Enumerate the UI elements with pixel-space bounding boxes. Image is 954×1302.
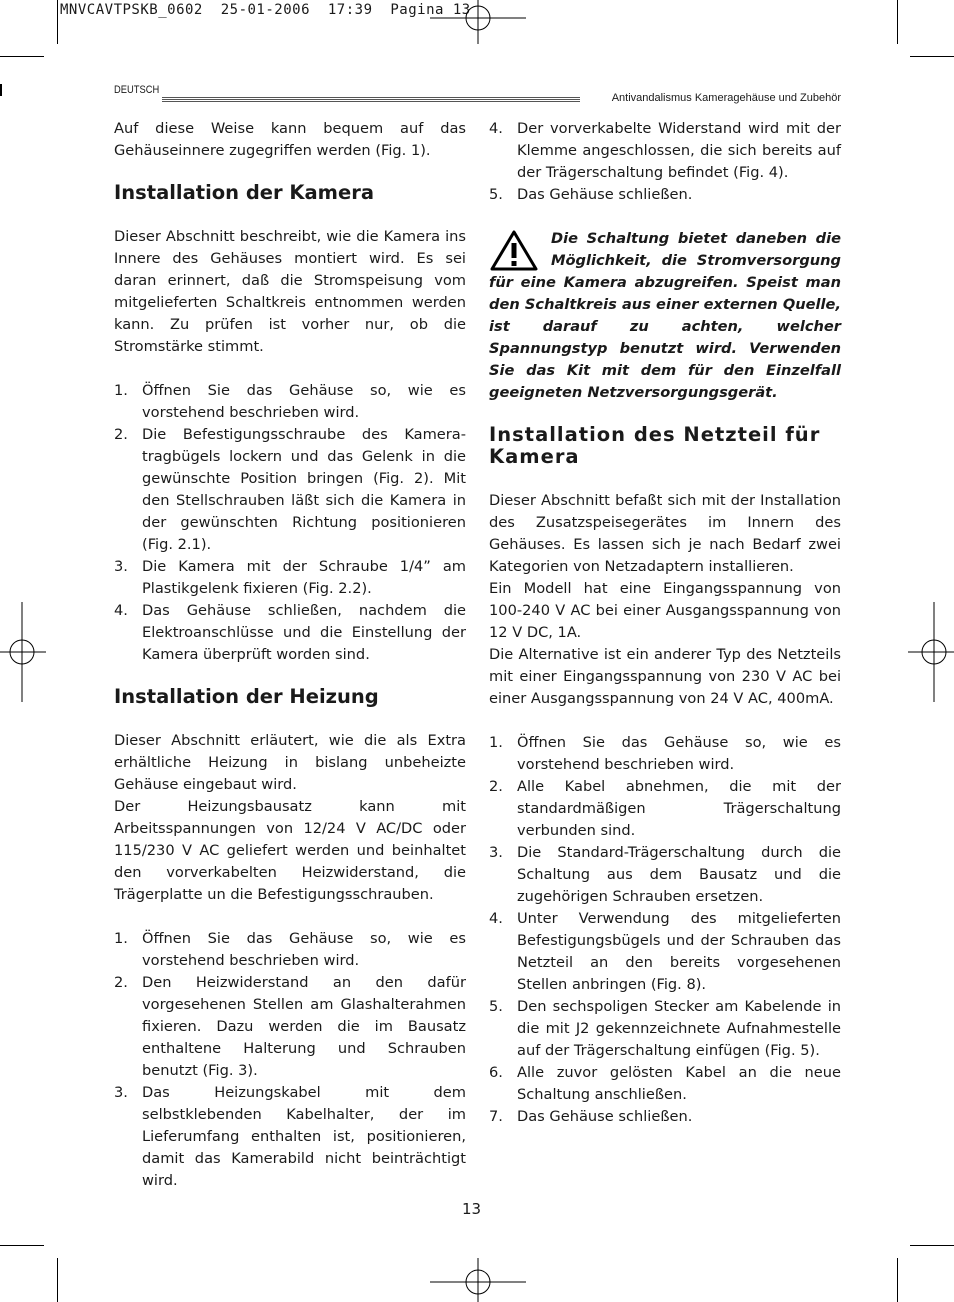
header-rule (162, 97, 580, 102)
heating-steps-list-continued (489, 118, 841, 206)
list-item: 6. Alle zuvor gelösten Kabel an die neue Schaltung anschließen. (489, 1064, 841, 1103)
list-item: 3. Das Heizungskabel mit dem selbstklebenden Kabelhalter, der im Lieferumfang enthalten ist, positionieren, damit das Kamerabild nicht beinträchtigt wird. (114, 1084, 466, 1189)
registration-mark-bottom (430, 1256, 526, 1302)
registration-mark-right (908, 602, 954, 702)
list-item: 5. Das Gehäuse schließen. (489, 186, 693, 203)
section-heating-paragraph-1: Dieser Abschnitt erläutert, wie die als Extra erhältliche Heizung in bislang unbeheizte Gehäuse eingebaut wird. (114, 732, 466, 793)
list-item: 7. Das Gehäuse schließen. (489, 1108, 693, 1125)
list-item: 4. Der vorverkabelte Widerstand wird mit der Klemme angeschlossen, die sich bereits auf der Trägerschaltung befindet (Fig. 4). (489, 120, 841, 181)
print-slug: MNVCAVTPSKB_0602 25-01-2006 17:39 Pagina 13 (60, 2, 471, 18)
section-title-power-supply: Installation des Netzteil für Kamera (489, 423, 821, 468)
right-column (489, 118, 841, 1128)
warning-note (489, 228, 841, 404)
page-number: 13 (462, 1200, 482, 1218)
registration-mark-top (430, 0, 526, 50)
left-column (114, 118, 466, 1192)
power-steps-list (489, 732, 841, 1128)
list-item: 2. Alle Kabel abnehmen, die mit der standardmäßigen Trägerschaltung verbunden sind. (489, 778, 841, 839)
warning-text: Die Schaltung bietet daneben die Möglichkeit, die Stromversorgung für eine Kamera abzugreifen. Speist man den Schaltkreis aus einer externen Quelle, ist darauf zu achten, welcher Spannungstyp benutzt wird. Verwenden Sie das Kit mit dem für den Einzelfall geeigneten Netzversorgungsgerät. (489, 230, 841, 401)
registration-mark-left (0, 602, 46, 702)
section-power-paragraph-2: Ein Modell hat eine Eingangsspannung von 100-240 V AC bei einer Ausgangsspannung von 12 V DC, 1A. (489, 580, 841, 641)
list-item: 1. Öffnen Sie das Gehäuse so, wie es vorstehend beschrieben wird. (489, 734, 841, 773)
header-title: Antivandalismus Kameragehäuse und Zubehör (611, 92, 841, 104)
list-item: 2. Die Befestigungsschraube des Kamera-tragbügels lockern und das Gelenk in die gewünschte Position bringen (Fig. 2). Mit den Stellschrauben läßt sich die Kamera in der gewünschten Richtung positionieren (Fig. 2.1). (114, 426, 466, 553)
camera-steps-list (114, 380, 466, 666)
section-power-paragraph-1: Dieser Abschnitt befaßt sich mit der Installation des Zusatzspeisegerätes im Innern des Gehäuses. Es lassen sich je nach Bedarf zwei Kategorien von Netzadaptern installieren. (489, 492, 841, 575)
section-power-paragraph-3: Die Alternative ist ein anderer Typ des Netzteils mit einer Eingangsspannung von 230 V AC bei einer Ausgangsspannung von 24 V AC, 400mA. (489, 646, 841, 707)
section-camera-paragraph: Dieser Abschnitt beschreibt, wie die Kamera ins Innere des Gehäuses montiert wird. Es sei daran erinnert, daß die Stromspeisung vom mitgelieferten Schaltkreis entnommen werden kann. Zu prüfen ist vorher nur, ob die Stromstärke stimmt. (114, 228, 466, 355)
list-item: 4. Unter Verwendung des mitgelieferten Befestigungsbügels und der Schrauben das Netzteil an den bereits vorgesehenen Stellen anbringen (Fig. 8). (489, 910, 841, 993)
section-title-heating: Installation der Heizung (114, 685, 379, 708)
section-title-camera: Installation der Kamera (114, 181, 375, 204)
intro-paragraph: Auf diese Weise kann bequem auf das Gehäuseinnere zugegriffen werden (Fig. 1). (114, 120, 466, 159)
list-item: 4. Das Gehäuse schließen, nachdem die Elektroanschlüsse und die Einstellung der Kamera überprüft worden sind. (114, 602, 466, 663)
list-item: 2. Den Heizwiderstand an den dafür vorgesehenen Stellen am Glashalterahmen fixieren. Dazu werden die im Bausatz enthaltene Halterung und Schrauben benutzt (Fig. 3). (114, 974, 466, 1079)
list-item: 5. Den sechspoligen Stecker am Kabelende in die mit J2 gekennzeichnete Aufnahmestelle auf der Trägerschaltung einfügen (Fig. 5). (489, 998, 841, 1059)
list-item: 1. Öffnen Sie das Gehäuse so, wie es vorstehend beschrieben wird. (114, 382, 466, 421)
header-language: DEUTSCH (114, 84, 160, 96)
list-item: 1. Öffnen Sie das Gehäuse so, wie es vorstehend beschrieben wird. (114, 930, 466, 969)
list-item: 3. Die Kamera mit der Schraube 1/4” am Plastikgelenk fixieren (Fig. 2.2). (114, 558, 466, 597)
section-heating-paragraph-2: Der Heizungsbausatz kann mit Arbeitsspannungen von 12/24 V AC/DC oder 115/230 V AC geliefert werden und beinhaltet den vorverkabelten Heizwiderstand, die Trägerplatte un die Befestigungsschrauben. (114, 798, 466, 903)
heating-steps-list (114, 928, 466, 1192)
warning-triangle-icon (489, 228, 539, 272)
list-item: 3. Die Standard-Trägerschaltung durch die Schaltung aus dem Bausatz und die zugehörigen Schrauben ersetzen. (489, 844, 841, 905)
